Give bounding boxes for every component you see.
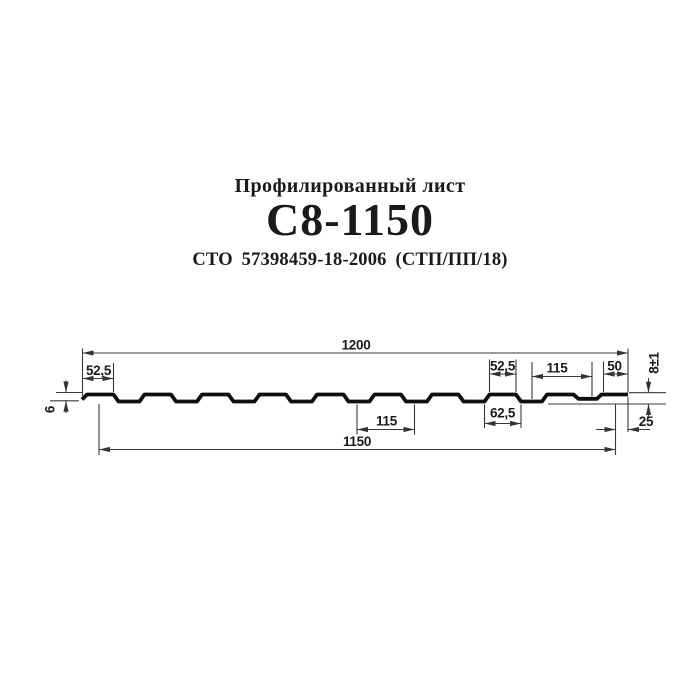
dim-label-end-flat: 50 [607,358,622,374]
dimension-pitch-bottom [357,405,415,435]
dimension-end-flat [604,359,629,393]
sheet-subtitle: Профилированный лист [234,175,466,197]
dim-label-pitch-bottom: 115 [376,413,397,429]
dim-label-rib-base: 62,5 [489,405,516,421]
dimension-rib-top [490,359,517,393]
dim-label-useful-width: 1150 [342,434,372,449]
standard-reference: СТО 57398459-18-2006 (СТП/ПП/18) [192,250,508,270]
dimension-overlap [596,397,654,432]
dimension-left-flat [83,363,114,392]
profile-outline [82,395,628,402]
dim-label-left-flat: 52,5 [85,363,112,378]
dim-label-pitch-top: 115 [546,360,568,376]
dim-label-edge-height: 6 [42,405,58,414]
dim-label-profile-height: 8±1 [646,352,662,374]
dim-label-overall-width: 1200 [341,337,371,353]
dimension-edge-height [43,381,84,414]
dimension-rib-base [485,405,522,429]
dim-label-rib-top: 52,5 [489,358,516,374]
dim-label-overlap: 25 [638,414,654,429]
sheet-title: С8-1150 [266,194,434,245]
